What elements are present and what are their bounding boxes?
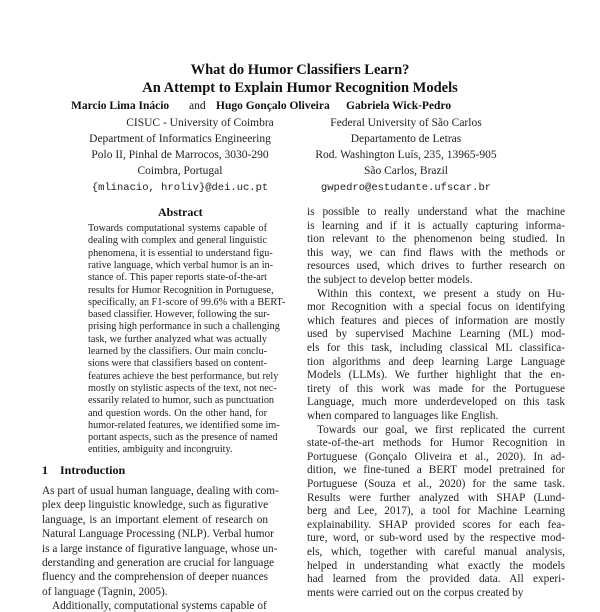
text-line: portant aspects, such as the presence of named [88,432,278,444]
text-line: dition, we fine-tuned a BERT model pretrained for [307,464,565,477]
text-line: had learned from the provided data. All experi- [307,573,565,586]
text-line: tion algorithms and deep learning Large Language [307,355,565,368]
text-line: based classifier. However, following the sur- [88,309,270,321]
text-line: els for this task, including classical ML classifica- [307,342,565,354]
author-inacio: Marcio Lima Inácio [71,100,170,112]
text-line: Results were further analyzed with SHAP (Lund- [307,491,565,504]
text-line: Natural Language Processing (NLP). Verbal humor [42,528,274,541]
paper-title-line-2: An Attempt to Explain Humor Recognition Models [142,80,458,96]
text-line: humor-related features, we identified some im- [88,419,280,431]
text-line: the subject to develop better models. [307,274,473,286]
section-heading-introduction: Introduction [60,463,126,477]
text-line: As part of usual human language, dealing with com- [42,485,279,497]
text-line: stance of. This paper reports state-of-the-art [88,272,267,284]
text-line: Towards our goal, we first replicated the current [317,423,565,436]
text-line: specifically, an F1-score of 99.6% with a BERT- [88,296,286,308]
text-line: helped in understanding what exactly the models [307,559,565,572]
author-wick-pedro: Gabriela Wick-Pedro [346,100,452,112]
text-line: used by supervised Machine Learning (ML) mod- [307,328,565,341]
affiliation-right-4: São Carlos, Brazil [364,165,448,177]
text-line: Models (LLMs). We further highlight that the en- [307,369,565,382]
text-line: Additionally, computational systems capable of [52,600,267,612]
section-number: 1 [42,463,48,477]
abstract-heading: Abstract [158,205,203,219]
author-goncalo-oliveira: Hugo Gonçalo Oliveira [216,100,330,112]
affiliation-right-2: Departamento de Letras [350,133,462,145]
paper-title-line-1: What do Humor Classifiers Learn? [190,62,410,78]
text-line: Towards computational systems capable of [88,223,267,234]
text-line: resources used, which drives to further research on [307,260,565,273]
text-line: Language, much more underdeveloped on this task [307,396,565,409]
author-conjunction: and [189,100,206,112]
text-line: when compared to languages like English. [307,410,499,422]
text-line: ture, word, or sub-word used by the respective mod- [307,532,565,545]
affiliation-left-3: Polo II, Pinhal de Marrocos, 3030-290 [91,149,269,161]
text-line: rative language, which verbal humor is an in- [88,259,274,271]
text-line: of language (Tagnin, 2005). [42,585,168,598]
text-line: tirety of this work was made for the Portuguese [307,382,565,395]
text-line: is learning and if it is actually capturing informa- [307,219,565,232]
text-line: is a large instance of figurative language, whose un- [42,542,278,555]
text-line: which features and pieces of information are mostly [307,314,565,327]
text-line: tion relevant to the phenomenon being studied. In [307,233,565,246]
affiliation-left-4: Coimbra, Portugal [137,165,223,177]
text-line: plex deep linguistic knowledge, such as figurative [42,499,269,512]
affiliation-right-email: gwpedro@estudante.ufscar.br [320,182,492,194]
text-line: Within this context, we present a study on Hu- [317,287,565,300]
text-line: results for Humor Recognition in Portuguese, [88,284,274,296]
affiliation-left-email: {mlinacio, hroliv}@dei.uc.pt [91,182,269,194]
text-line: berg and Lee, 2017), a tool for Machine Learning [307,505,565,518]
text-line: this way, we can find flaws with the methods or [307,246,565,259]
text-line: Portuguese (Souza et al., 2020) for the same task. [307,478,565,490]
text-line: essarily related to humor, such as punctuation [88,395,275,407]
text-line: mostly on stylistic aspects of the text, not nec- [88,382,277,394]
text-line: dealing with complex and general linguistic [88,235,267,247]
affiliation-right-1: Federal University of São Carlos [330,117,482,129]
text-line: language, is an important element of research on [42,513,268,526]
affiliation-right-3: Rod. Washington Luís, 235, 13965-905 [315,149,497,161]
text-line: els, which, together with careful manual analysis, [307,546,565,558]
text-line: fluency and the comprehension of deeper nuances [42,571,268,584]
text-line: derstanding and generation are crucial for language [42,557,275,569]
affiliation-left-1: CISUC - University of Coimbra [126,117,274,129]
text-line: state-of-the-art methods for Humor Recognition in [307,437,565,450]
text-line: ments were carried out on the corpus created by [307,586,524,599]
text-line: phenomena, it is essential to understand figu- [88,247,273,259]
text-line: Portuguese (Gonçalo Oliveira et al., 2020). In ad- [307,450,565,463]
text-line: and question words. On the other hand, for [88,407,267,419]
text-line: entities, ambiguity and incongruity. [88,444,233,456]
text-line: task, we further analyzed what was actually [88,333,267,345]
text-line: learned by the classifiers. Our main conclu- [88,346,267,357]
text-line: sions were that classifiers based on content- [88,358,267,370]
text-line: explainability. SHAP provided scores for each fea- [307,518,565,531]
text-line: features achieve the best performance, but rely [88,370,279,382]
affiliation-left-2: Department of Informatics Engineering [89,133,271,145]
text-line: prising high performance in such a challenging [88,321,280,333]
text-line: is possible to really understand what the machine [307,206,565,218]
text-line: mor Recognition with a special focus on identifying [307,301,565,314]
